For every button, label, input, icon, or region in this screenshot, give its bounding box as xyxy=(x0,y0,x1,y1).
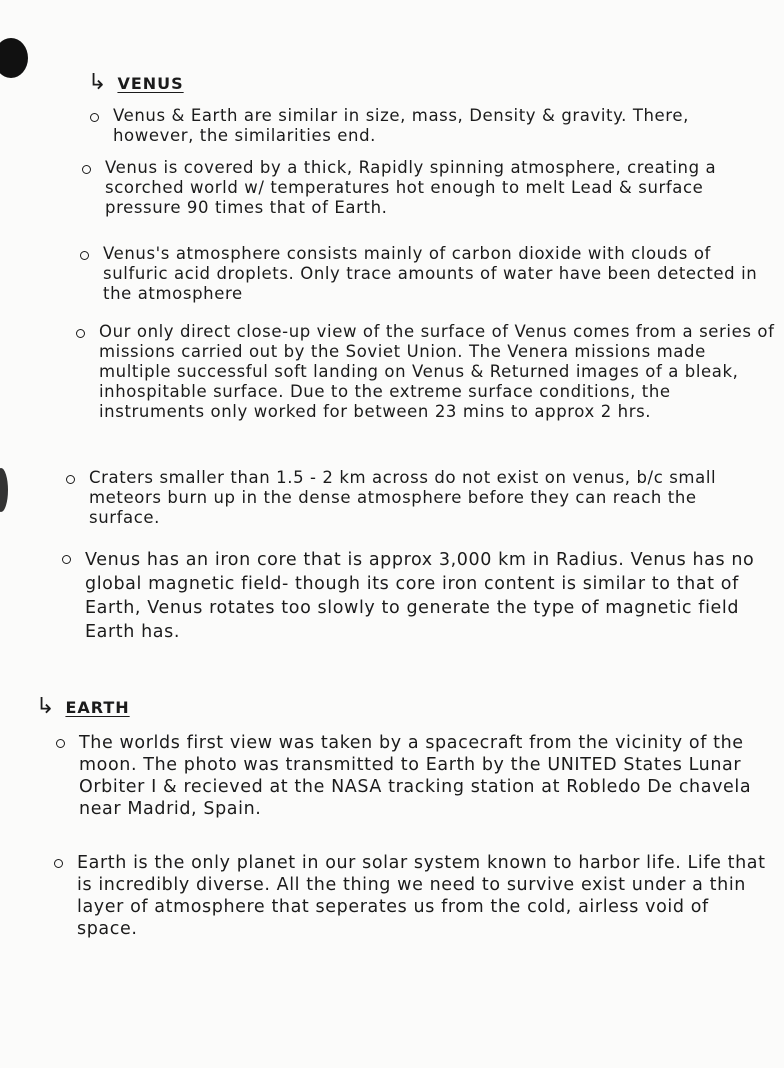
list-item xyxy=(76,322,780,422)
note-text: Venus has an iron core that is approx 3,000 km in Radius. Venus has no global magnetic field- though its core iron content is similar to that of Earth, Venus rotates too slowly to generate the type of magnetic field Earth has. xyxy=(85,550,755,642)
section-heading-venus xyxy=(88,72,184,94)
heading-text: EARTH xyxy=(65,697,130,717)
section-heading-earth xyxy=(36,696,130,718)
arrow-icon: ↳ xyxy=(36,694,56,719)
note-text: Our only direct close-up view of the surface of Venus comes from a series of missions carried out by the Soviet Union. The Venera missions made multiple successful soft landing on Venus & Returned images of a bleak, inhospitable surface. Due to the extreme surface conditions, the instruments only worked for between 23 mins to approx 2 hrs. xyxy=(99,322,775,421)
note-text: Venus & Earth are similar in size, mass, Density & gravity. There, however, the similarities end. xyxy=(113,106,689,145)
hole-punch xyxy=(0,468,8,512)
bullet-icon xyxy=(76,329,85,338)
bullet-icon xyxy=(82,165,91,174)
list-item xyxy=(80,244,780,304)
note-text: Venus is covered by a thick, Rapidly spinning atmosphere, creating a scorched world w/ temperatures hot enough to melt Lead & surface pressure 90 times that of Earth. xyxy=(105,158,717,217)
note-text: Venus's atmosphere consists mainly of carbon dioxide with clouds of sulfuric acid droplets. Only trace amounts of water have been detected in the atmosphere xyxy=(103,244,758,303)
note-text: The worlds first view was taken by a spacecraft from the vicinity of the moon. The photo was transmitted to Earth by the UNITED States Lunar Orbiter I & recieved at the NASA tracking station at Robledo De chavela near Madrid, Spain. xyxy=(79,733,752,819)
list-item xyxy=(56,732,772,820)
arrow-icon: ↳ xyxy=(88,70,108,95)
heading-text: VENUS xyxy=(117,73,184,93)
list-item xyxy=(66,468,766,528)
bullet-icon xyxy=(56,739,65,748)
bullet-icon xyxy=(62,555,71,564)
hole-punch xyxy=(0,38,28,78)
note-text: Earth is the only planet in our solar system known to harbor life. Life that is incredibly diverse. All the thing we need to survive exist under a thin layer of atmosphere that seperates us from the cold, airless void of space. xyxy=(77,853,766,939)
list-item xyxy=(90,106,720,146)
bullet-icon xyxy=(90,113,99,122)
list-item xyxy=(82,158,772,218)
bullet-icon xyxy=(54,859,63,868)
bullet-icon xyxy=(80,251,89,260)
list-item xyxy=(54,852,766,940)
bullet-icon xyxy=(66,475,75,484)
note-text: Craters smaller than 1.5 - 2 km across do not exist on venus, b/c small meteors burn up in the dense atmosphere before they can reach the surface. xyxy=(89,468,717,527)
list-item xyxy=(62,548,762,644)
